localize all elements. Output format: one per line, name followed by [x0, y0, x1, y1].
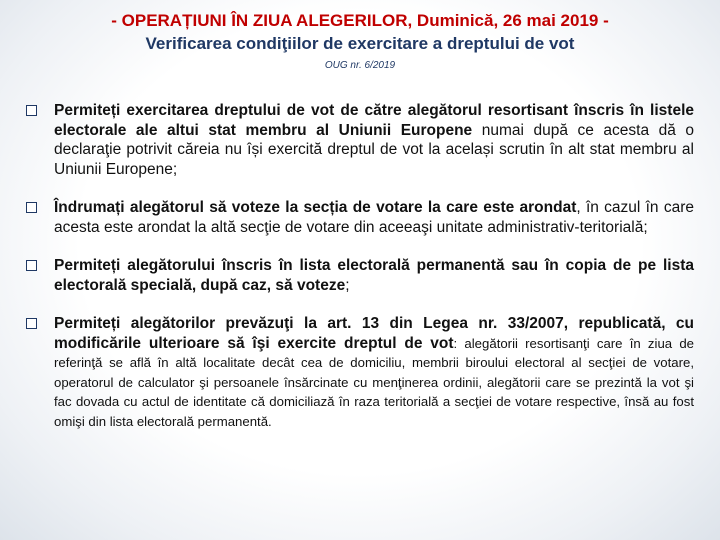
square-bullet-icon	[26, 202, 37, 213]
item-text: , în cazul în care acesta este arondat la altă secţie de votare din aceeaşi unitate administrativ-teritorială;	[54, 199, 694, 236]
legal-reference: OUG nr. 6/2019	[324, 60, 396, 71]
list-item	[26, 256, 694, 295]
item-bold-text: Permiteți alegătorilor prevăzuţi la art. 13 din Legea nr. 33/2007, republicată, cu modificările ulterioare să îşi exercite dreptul de vot	[54, 315, 694, 352]
list-item	[26, 198, 694, 237]
item-bold-text: Îndrumați alegătorul să voteze la secția de votare la care este arondat	[54, 199, 577, 216]
square-bullet-icon	[26, 318, 37, 329]
list-item	[26, 314, 694, 431]
item-text: ;	[345, 276, 350, 294]
list-item	[26, 101, 694, 179]
title-line-2: Verificarea condiţiilor de exercitare a dreptului de vot	[145, 34, 575, 53]
item-text: : alegătorii resortisanţi care în ziua de referinţă se află în altă localitate decât cea de domiciliu, membrii biroului electoral al secţiei de votare, operatorul de calculator şi persoanele însărcinate cu menţinerea ordinii, alegătorii care se prezintă la vot şi fac dovada cu actul de identitate că domiciliază în raza teritorială a secţiei de votare respective, însă au fost omişi din lista electorală permanentă.	[54, 335, 694, 429]
item-text: numai după ce acesta dă o declaraţie potrivit căreia nu își exercită dreptul de vot la același scrutin în alt stat membru al Uniunii Europene;	[54, 121, 695, 178]
instructions-list	[26, 101, 694, 431]
square-bullet-icon	[26, 260, 37, 271]
title-line-1: - OPERAȚIUNI ÎN ZIUA ALEGERILOR, Duminică, 26 mai 2019 -	[111, 11, 609, 30]
page-title	[20, 9, 700, 55]
item-bold-text: Permiteți exercitarea dreptului de vot de către alegătorul resortisant înscris în listele electorale ale altui stat membru al Uniunii Europene	[54, 102, 694, 139]
item-bold-text: Permiteți alegătorului înscris în lista electorală permanentă sau în copia de pe lista electorală specială, după caz, să voteze	[54, 257, 694, 294]
square-bullet-icon	[26, 105, 37, 116]
